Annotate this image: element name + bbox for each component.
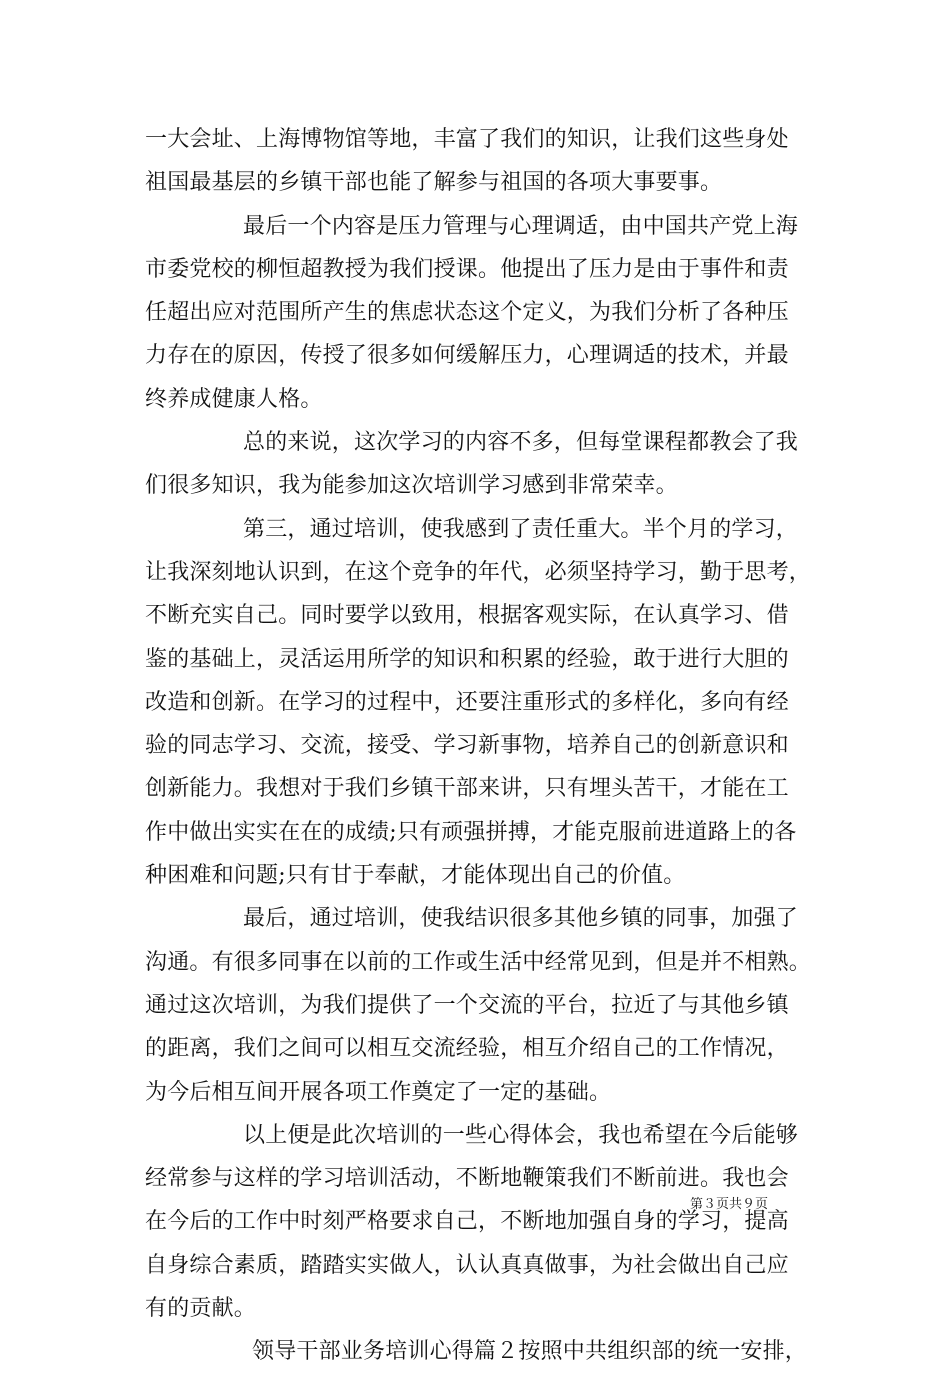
text-line: 们很多知识，我为能参加这次培训学习感到非常荣幸。 [145, 473, 678, 499]
text-line: 让我深刻地认识到，在这个竞争的年代，必须坚持学习，勤于思考， [145, 559, 812, 585]
text-line: 的距离，我们之间可以相互交流经验，相互介绍自己的工作情况， [145, 1036, 789, 1062]
document-body [145, 118, 825, 1374]
text-line: 任超出应对范围所产生的焦虑状态这个定义，为我们分析了各种压 [145, 300, 789, 326]
paragraph-start-line: 最后一个内容是压力管理与心理调适，由中国共产党上海 [243, 213, 799, 239]
text-line: 祖国最基层的乡镇干部也能了解参与祖国的各项大事要事。 [145, 170, 723, 196]
text-line: 自身综合素质，踏踏实实做人，认认真真做事，为社会做出自己应 [145, 1252, 789, 1278]
text-line: 作中做出实实在在的成绩;只有顽强拼搏，才能克服前进道路上的各 [145, 819, 797, 845]
text-line: 验的同志学习、交流，接受、学习新事物，培养自己的创新意识和 [145, 733, 789, 759]
paragraph-start-line: 第三，通过培训，使我感到了责任重大。半个月的学习， [243, 516, 799, 542]
text-line: 种困难和问题;只有甘于奉献，才能体现出自己的价值。 [145, 863, 686, 889]
text-line: 改造和创新。在学习的过程中，还要注重形式的多样化，多向有经 [145, 689, 789, 715]
paragraph-start-line: 总的来说，这次学习的内容不多，但每堂课程都教会了我 [243, 430, 799, 456]
text-line: 为今后相互间开展各项工作奠定了一定的基础。 [145, 1079, 612, 1105]
text-line: 不断充实自己。同时要学以致用，根据客观实际，在认真学习、借 [145, 603, 789, 629]
paragraph-start-line: 以上便是此次培训的一些心得体会，我也希望在今后能够 [243, 1122, 799, 1148]
paragraph-start-line: 领导干部业务培训心得篇２按照中共组织部的统一安排， [252, 1339, 808, 1365]
page-number-footer: 第３页共９页 [690, 1197, 769, 1212]
paragraph-start-line: 最后，通过培训，使我结识很多其他乡镇的同事，加强了 [243, 906, 799, 932]
text-line: 有的贡献。 [145, 1296, 257, 1322]
text-line: 一大会址、上海博物馆等地，丰富了我们的知识，让我们这些身处 [145, 127, 789, 152]
text-line: 通过这次培训，为我们提供了一个交流的平台，拉近了与其他乡镇 [145, 992, 789, 1018]
text-line: 沟通。有很多同事在以前的工作或生活中经常见到，但是并不相熟。 [145, 949, 812, 975]
text-line: 创新能力。我想对于我们乡镇干部来讲，只有埋头苦干，才能在工 [145, 776, 789, 802]
text-line: 经常参与这样的学习培训活动，不断地鞭策我们不断前进。我也会 [145, 1166, 789, 1192]
text-line: 在今后的工作中时刻严格要求自己，不断地加强自身的学习，提高 [145, 1209, 789, 1235]
text-line: 鉴的基础上，灵活运用所学的知识和积累的经验，敢于进行大胆的 [145, 646, 789, 672]
text-line: 市委党校的柳恒超教授为我们授课。他提出了压力是由于事件和责 [145, 256, 789, 282]
text-line: 力存在的原因，传授了很多如何缓解压力，心理调适的技术，并最 [145, 343, 789, 369]
text-line: 终养成健康人格。 [145, 386, 323, 412]
